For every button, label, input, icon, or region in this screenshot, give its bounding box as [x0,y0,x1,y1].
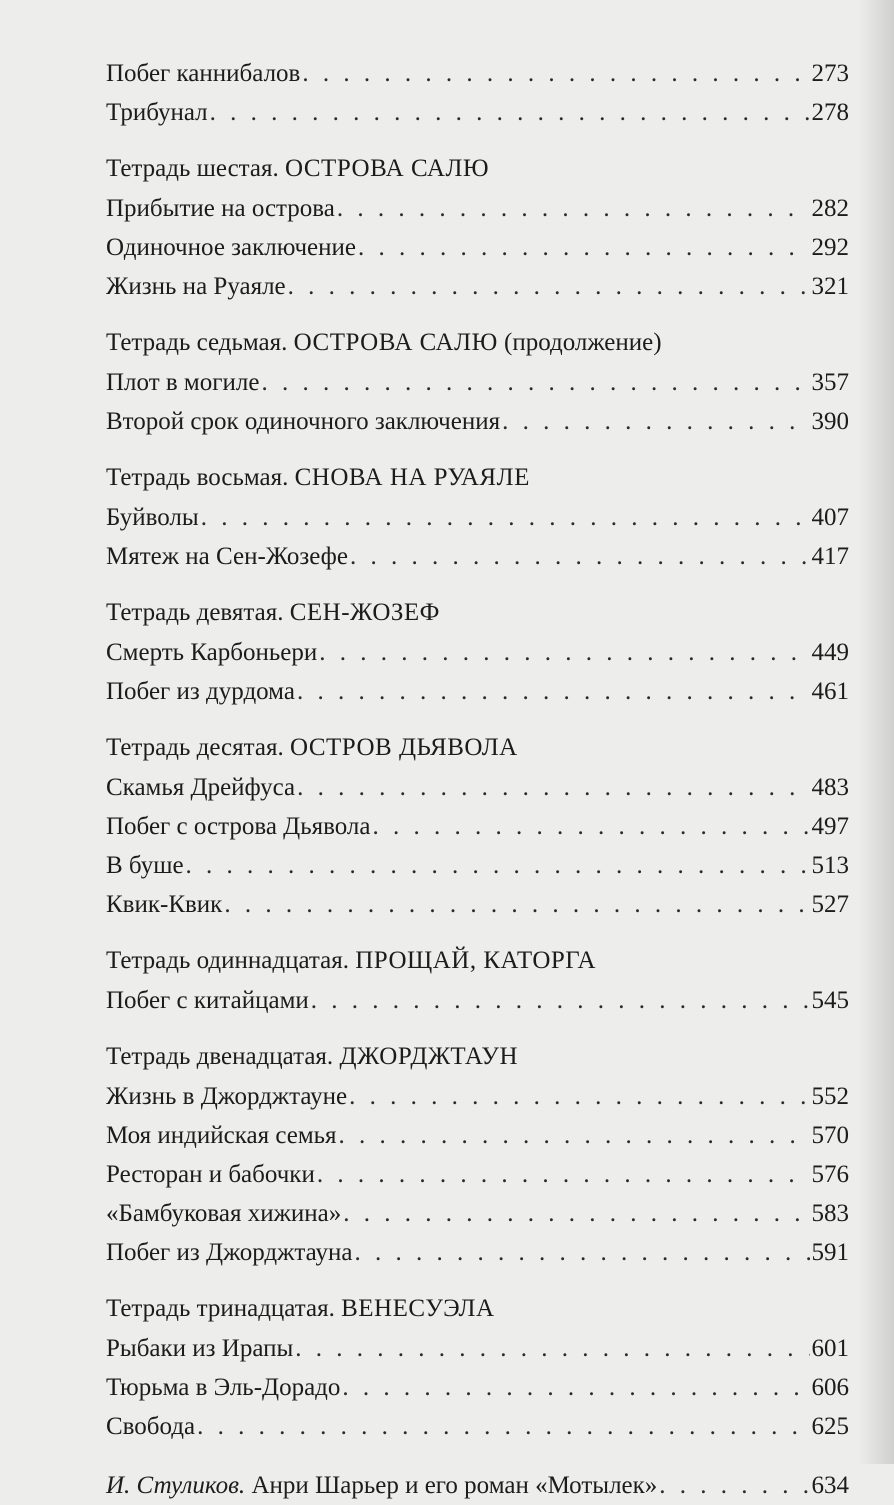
leader-dots [210,93,810,132]
section-name: ВЕНЕСУЭЛА [341,1295,495,1322]
toc-section [106,149,849,306]
toc-entry[interactable] [106,1407,849,1446]
toc-entry[interactable] [106,93,849,132]
section-name: ОСТРОВА САЛЮ [293,329,498,356]
entry-title: Квик-Квик [106,891,223,918]
section-note: (продолжение) [504,329,662,356]
entry-page-number: 625 [811,1413,849,1440]
toc-entry[interactable] [106,363,849,402]
section-heading[interactable] [106,593,849,633]
section-name: СНОВА НА РУАЯЛЕ [294,464,530,491]
afterword-title: Анри Шарьер и его роман «Мотылек» [251,1472,658,1499]
section-name: ОСТРОВА САЛЮ [285,155,490,182]
entry-page-number: 606 [811,1374,849,1401]
section-heading[interactable] [106,149,849,189]
entry-title: Побег каннибалов [106,60,301,87]
toc-entry[interactable] [106,1116,849,1155]
entry-title: Второй срок одиночного заключения [106,408,501,435]
entry-title: Тюрьма в Эль-Дорадо [106,1374,341,1401]
entry-title: Побег с острова Дьявола [106,813,371,840]
entry-page-number: 601 [811,1335,849,1362]
entry-title: Буйволы [106,504,199,531]
toc-section [106,1289,849,1446]
leader-dots [349,1077,809,1116]
entry-title: Рыбаки из Ирапы [106,1335,294,1362]
entry-page-number: 357 [811,369,849,396]
entry-page-number: 461 [811,678,849,705]
toc-entry[interactable] [106,981,849,1020]
entry-page-number: 417 [811,543,849,570]
sections [106,149,849,1446]
entry-title: Моя индийская семья [106,1122,337,1149]
toc-entry[interactable] [106,633,849,672]
toc-entry[interactable] [106,768,849,807]
entry-title: Скамья Дрейфуса [106,774,296,801]
leader-dots [350,537,810,576]
toc-section [106,593,849,711]
entry-page-number: 273 [811,60,849,87]
leader-dots [297,768,809,807]
entry-title: Плот в могиле [106,369,260,396]
entry-page-number: 449 [811,639,849,666]
leader-dots [373,807,810,846]
section-label: Тетрадь одиннадцатая. [106,947,349,974]
section-heading[interactable] [106,1037,849,1077]
toc-entry[interactable] [106,537,849,576]
section-name: ДЖОРДЖТАУН [339,1043,519,1070]
entry-title: Прибытие на острова [106,195,335,222]
section-label: Тетрадь двенадцатая. [106,1043,334,1070]
section-label: Тетрадь тринадцатая. [106,1295,335,1322]
entry-title: Мятеж на Сен-Жозефе [106,543,348,570]
entry-page-number: 527 [811,891,849,918]
leader-dots [502,402,809,441]
section-heading[interactable] [106,728,849,768]
toc-entry[interactable] [106,846,849,885]
toc-entry[interactable] [106,498,849,537]
entry-page-number: 390 [811,408,849,435]
leader-dots [201,498,810,537]
section-heading[interactable] [106,941,849,981]
entry-page-number: 576 [811,1161,849,1188]
leader-dots [659,1466,809,1505]
section-heading[interactable] [106,458,849,498]
leader-dots [354,1233,809,1272]
entry-title: Побег из Джорджтауна [106,1239,353,1266]
leader-dots [317,1155,810,1194]
section-name: ОСТРОВ ДЬЯВОЛА [289,734,518,761]
toc-entry[interactable] [106,54,849,93]
section-heading[interactable] [106,1289,849,1329]
section-name: СЕН-ЖОЗЕФ [289,599,440,626]
leader-dots [224,885,809,924]
leader-dots [339,1116,810,1155]
leader-dots [288,267,810,306]
entry-page-number: 282 [811,195,849,222]
section-label: Тетрадь шестая. [106,155,279,182]
entry-title: Побег с китайцами [106,987,309,1014]
toc-entry[interactable] [106,1155,849,1194]
leader-dots [342,1368,809,1407]
section-heading[interactable] [106,323,849,363]
leader-dots [343,1194,809,1233]
toc-entry[interactable] [106,402,849,441]
afterword-page: 634 [811,1472,849,1499]
table-of-contents [106,54,849,1505]
toc-entry[interactable] [106,885,849,924]
toc-entry[interactable] [106,1077,849,1116]
entry-page-number: 552 [811,1083,849,1110]
entry-page-number: 513 [811,852,849,879]
toc-entry[interactable] [106,807,849,846]
entry-page-number: 583 [811,1200,849,1227]
toc-entry[interactable] [106,1233,849,1272]
entry-title: Свобода [106,1413,196,1440]
opening-entries [106,54,849,132]
toc-section [106,458,849,576]
entry-page-number: 497 [811,813,849,840]
entry-page-number: 545 [811,987,849,1014]
entry-page-number: 407 [811,504,849,531]
entry-title: «Бамбуковая хижина» [106,1200,342,1227]
leader-dots [358,228,810,267]
afterword-author: И. Стуликов. [106,1472,246,1499]
entry-page-number: 321 [811,273,849,300]
section-name: ПРОЩАЙ, КАТОРГА [355,947,597,974]
leader-dots [311,981,810,1020]
entry-page-number: 292 [811,234,849,261]
entry-title: Ресторан и бабочки [106,1161,315,1188]
toc-entry[interactable] [106,228,849,267]
toc-section [106,941,849,1020]
afterword-title-line [106,1466,657,1505]
section-label: Тетрадь седьмая. [106,329,288,356]
afterword-entry[interactable] [106,1466,849,1505]
entry-page-number: 278 [811,99,849,126]
leader-dots [319,633,809,672]
toc-section [106,728,849,924]
leader-dots [197,1407,809,1446]
entry-page-number: 570 [811,1122,849,1149]
toc-section [106,323,849,441]
toc-section [106,1037,849,1272]
entry-title: Смерть Карбоньери [106,639,318,666]
entry-title: В буше [106,852,184,879]
section-label: Тетрадь девятая. [106,599,284,626]
page-edge-shadow [858,0,894,1464]
section-label: Тетрадь восьмая. [106,464,289,491]
toc-entry[interactable] [106,267,849,306]
leader-dots [337,189,810,228]
entry-page-number: 483 [811,774,849,801]
entry-title: Одиночное заключение [106,234,356,261]
entry-title: Жизнь на Руаяле [106,273,286,300]
leader-dots [302,54,809,93]
toc-entry[interactable] [106,1329,849,1368]
toc-entry[interactable] [106,189,849,228]
entry-title: Жизнь в Джорджтауне [106,1083,348,1110]
leader-dots [186,846,810,885]
leader-dots [297,672,810,711]
toc-entry[interactable] [106,1194,849,1233]
entry-title: Побег из дурдома [106,678,295,705]
toc-entry[interactable] [106,1368,849,1407]
section-label: Тетрадь десятая. [106,734,284,761]
leader-dots [295,1329,809,1368]
entry-title: Трибунал [106,99,208,126]
toc-entry[interactable] [106,672,849,711]
leader-dots [261,363,809,402]
entry-page-number: 591 [811,1239,849,1266]
